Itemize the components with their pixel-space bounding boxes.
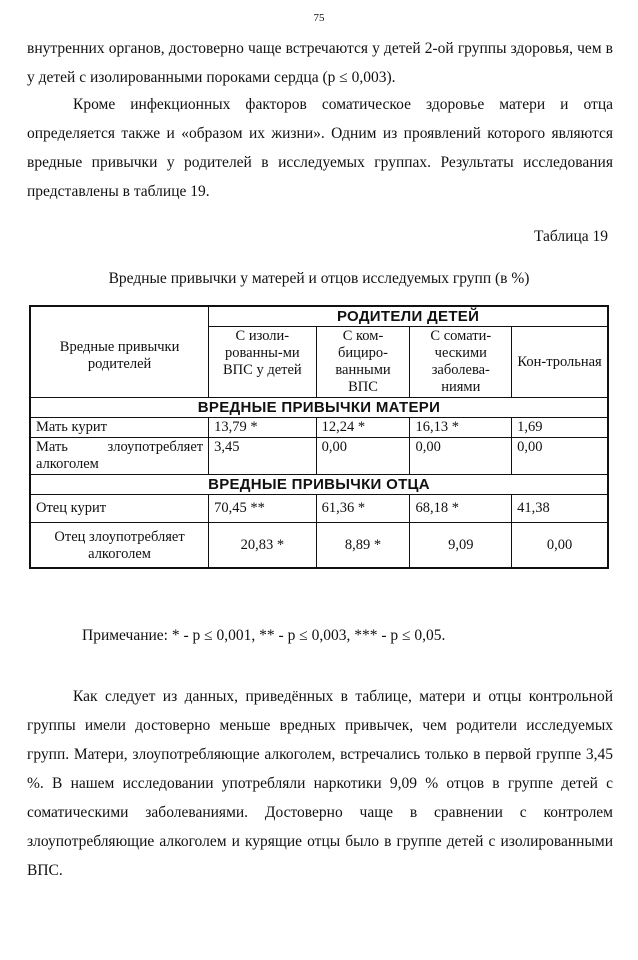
table-cell: 1,69 (512, 418, 608, 438)
habits-table (29, 305, 609, 569)
row-label: Отец злоупотребляет алкоголем (30, 523, 209, 569)
table-title: Вредные привычки у матерей и отцов исследуемых групп (в %) (108, 270, 530, 287)
table-cell: 20,83 * (209, 523, 316, 569)
paragraph-1: внутренних органов, достоверно чаще встречаются у детей 2-ой группы здоровья, чем в у детей с изолированными пороками сердца (р ≤ 0,003). (27, 40, 613, 86)
row-label: Отец курит (30, 495, 209, 523)
page-number: 75 (313, 12, 325, 24)
row-label: Мать курит (30, 418, 209, 438)
row-label: Мать злоупотребляет алкоголем (30, 438, 209, 475)
table-row (30, 523, 608, 569)
habit-column-header: Вредные привычки родителей (30, 306, 209, 398)
table-note: Примечание: * - р ≤ 0,001, ** - р ≤ 0,003, *** - р ≤ 0,05. (82, 627, 446, 644)
table-cell: 70,45 ** (209, 495, 316, 523)
table-row (30, 438, 608, 475)
table-cell: 8,89 * (316, 523, 410, 569)
table-cell: 13,79 * (209, 418, 316, 438)
column-header-isolated-vps: С изоли-рованны-ми ВПС у детей (209, 327, 316, 398)
paragraph-2: Кроме инфекционных факторов соматическое здоровье матери и отца определяется также и «образом их жизни». Одним из проявлений которого являются вредные привычки у родителей в исследуемых группах. Результаты исследования представлены в таблице 19. (27, 96, 613, 200)
table-cell: 12,24 * (316, 418, 410, 438)
table-header-row-1 (30, 306, 608, 327)
column-header-combined-vps: С ком-бициро-ванными ВПС (316, 327, 410, 398)
parents-group-header: РОДИТЕЛИ ДЕТЕЙ (209, 306, 608, 327)
section-header-father (30, 475, 608, 495)
column-header-somatic: С сомати-ческими заболева-ниями (410, 327, 512, 398)
table-row (30, 495, 608, 523)
column-header-control: Кон-трольная (512, 327, 608, 398)
section-title-father: ВРЕДНЫЕ ПРИВЫЧКИ ОТЦА (30, 475, 608, 495)
table-label: Таблица 19 (533, 228, 608, 245)
table-cell: 41,38 (512, 495, 608, 523)
table-row (30, 418, 608, 438)
table-cell: 68,18 * (410, 495, 512, 523)
table-cell: 0,00 (316, 438, 410, 475)
table-cell: 0,00 (512, 523, 608, 569)
section-header-mother (30, 398, 608, 418)
section-title-mother: ВРЕДНЫЕ ПРИВЫЧКИ МАТЕРИ (30, 398, 608, 418)
table-cell: 16,13 * (410, 418, 512, 438)
table-cell: 0,00 (410, 438, 512, 475)
table-cell: 3,45 (209, 438, 316, 475)
table-cell: 0,00 (512, 438, 608, 475)
table-cell: 61,36 * (316, 495, 410, 523)
table-cell: 9,09 (410, 523, 512, 569)
paragraph-3: Как следует из данных, приведённых в таблице, матери и отцы контрольной группы имели достоверно меньше вредных привычек, чем родители исследуемых групп. Матери, злоупотребляющие алкоголем, встречались только в первой группе 3,45 %. В нашем исследовании употребляли наркотики 9,09 % отцов в группе детей с соматическими заболеваниями. Достоверно чаще в сравнении с контролем злоупотребляющие алкоголем и курящие отцы было в группе детей с изолированными ВПС. (27, 688, 613, 879)
